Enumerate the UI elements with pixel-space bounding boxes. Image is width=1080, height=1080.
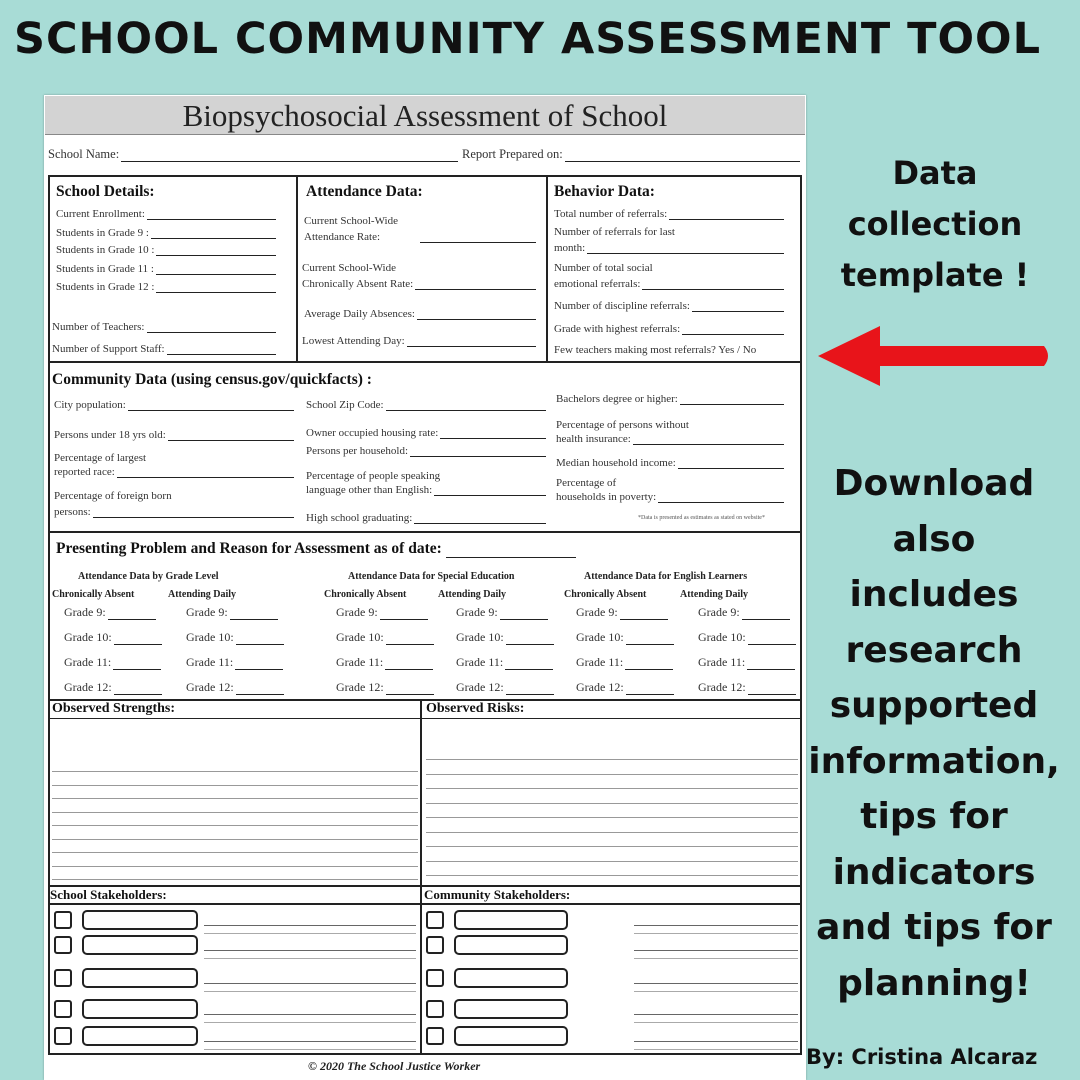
social-emotional-field: emotional referrals: (554, 278, 784, 290)
foreign-born-label: Percentage of foreign born (54, 490, 172, 502)
stakeholder-checkbox[interactable] (54, 1000, 72, 1018)
attendance-group-label: Attendance Data for Special Education (348, 571, 515, 582)
risks-line (426, 788, 798, 789)
grade-row: Grade 10: (698, 630, 796, 645)
strengths-line (52, 839, 418, 840)
chronically-absent-header: Chronically Absent (52, 589, 135, 600)
poverty-label: Percentage of (556, 477, 617, 489)
stakeholder-line (204, 958, 416, 959)
stakeholder-line (204, 1041, 416, 1042)
grade-row: Grade 11: (698, 655, 795, 670)
stakeholder-line (204, 1049, 416, 1050)
risks-line (426, 803, 798, 804)
risks-line (426, 832, 798, 833)
grade-row: Grade 11: (456, 655, 553, 670)
stakeholder-line (204, 1014, 416, 1015)
stakeholder-checkbox[interactable] (426, 1027, 444, 1045)
grade-row: Grade 12: (186, 680, 284, 695)
strengths-line (52, 771, 418, 772)
stakeholder-line (204, 925, 416, 926)
left-arrow-icon (812, 320, 1056, 392)
strengths-box (48, 699, 422, 887)
stakeholder-line (634, 1022, 798, 1023)
stakeholder-name-box[interactable] (454, 968, 568, 988)
stakeholder-line (204, 983, 416, 984)
grade-row: Grade 10: (336, 630, 434, 645)
attendance-heading: Attendance Data: (306, 183, 423, 200)
strengths-line (52, 812, 418, 813)
highest-grade-field: Grade with highest referrals: (554, 323, 784, 335)
risks-heading: Observed Risks: (426, 701, 525, 716)
stakeholder-name-box[interactable] (454, 1026, 568, 1046)
chronic-absent-label: Current School-Wide (302, 262, 396, 274)
strengths-line (52, 825, 418, 826)
risks-line (426, 875, 798, 876)
stakeholder-line (634, 958, 798, 959)
persons-household-field: Persons per household: (306, 445, 546, 457)
risks-line (426, 774, 798, 775)
chronically-absent-header: Chronically Absent (564, 589, 647, 600)
few-teachers-field: Few teachers making most referrals? Yes / No (554, 344, 757, 356)
risks-line (426, 817, 798, 818)
stakeholder-checkbox[interactable] (54, 936, 72, 954)
stakeholder-line (634, 991, 798, 992)
strengths-line (52, 879, 418, 880)
attending-daily-header: Attending Daily (680, 589, 749, 600)
stakeholder-line (634, 1014, 798, 1015)
stakeholder-checkbox[interactable] (426, 936, 444, 954)
grade-row: Grade 10: (576, 630, 674, 645)
school-details-heading: School Details: (56, 183, 155, 200)
stakeholder-line (204, 991, 416, 992)
grade-row: Grade 11: (336, 655, 433, 670)
stakeholder-checkbox[interactable] (426, 969, 444, 987)
sheet-title: Biopsychosocial Assessment of School (45, 96, 805, 135)
bachelors-field: Bachelors degree or higher: (556, 393, 784, 405)
grade10-field: Students in Grade 10 : (56, 244, 276, 256)
grade-row: Grade 11: (576, 655, 673, 670)
grade-row: Grade 11: (64, 655, 161, 670)
grade-row: Grade 12: (456, 680, 554, 695)
risks-box (420, 699, 802, 887)
stakeholder-checkbox[interactable] (54, 911, 72, 929)
strengths-line (52, 866, 418, 867)
stakeholder-checkbox[interactable] (426, 1000, 444, 1018)
stakeholder-name-box[interactable] (454, 999, 568, 1019)
teachers-field: Number of Teachers: (52, 321, 276, 333)
largest-race-field: reported race: (54, 466, 294, 478)
daily-absences-field: Average Daily Absences: (304, 308, 536, 320)
grade-row: Grade 9: (64, 605, 156, 620)
attendance-rate-field: Attendance Rate: (304, 231, 536, 243)
attendance-group-label: Attendance Data for English Learners (584, 571, 748, 582)
grade11-field: Students in Grade 11 : (56, 263, 276, 275)
grade-row: Grade 9: (698, 605, 790, 620)
stakeholder-checkbox[interactable] (54, 1027, 72, 1045)
total-referrals-field: Total number of referrals: (554, 208, 784, 220)
hs-graduating-field: High school graduating: (306, 512, 546, 524)
risks-line (426, 861, 798, 862)
stakeholder-checkbox[interactable] (426, 911, 444, 929)
stakeholder-line (204, 933, 416, 934)
stakeholder-line (634, 925, 798, 926)
foreign-born-field: persons: (54, 506, 294, 518)
stakeholder-checkbox[interactable] (54, 969, 72, 987)
assessment-sheet (44, 95, 806, 1080)
stakeholder-line (634, 983, 798, 984)
stakeholder-name-box[interactable] (82, 999, 198, 1019)
stakeholder-name-box[interactable] (82, 968, 198, 988)
language-label: Percentage of people speaking (306, 470, 441, 482)
download-note: Download also includes research supported information, tips for indicators and tips for planning! (808, 463, 1060, 1004)
grade-row: Grade 12: (64, 680, 162, 695)
grade9-field: Students in Grade 9 : (56, 227, 276, 239)
grade-row: Grade 9: (576, 605, 668, 620)
chronic-absent-field: Chronically Absent Rate: (302, 278, 536, 290)
presenting-heading: Presenting Problem and Reason for Assessment as of date: (56, 540, 646, 558)
stakeholder-name-box[interactable] (82, 1026, 198, 1046)
school-name-field: School Name: (48, 147, 458, 162)
attending-daily-header: Attending Daily (438, 589, 507, 600)
lowest-day-field: Lowest Attending Day: (302, 335, 536, 347)
grade-row: Grade 10: (456, 630, 554, 645)
strengths-heading: Observed Strengths: (52, 701, 176, 716)
data-collection-note: Data collection template ! (840, 154, 1030, 294)
grade-row: Grade 12: (698, 680, 796, 695)
strengths-line (52, 785, 418, 786)
strengths-line (52, 852, 418, 853)
grade-row: Grade 9: (456, 605, 548, 620)
community-stakeholders-heading: Community Stakeholders: (424, 887, 571, 902)
risks-line (426, 759, 798, 760)
stakeholder-line (204, 950, 416, 951)
grade-row: Grade 12: (576, 680, 674, 695)
social-emotional-label: Number of total social (554, 262, 653, 274)
attending-daily-header: Attending Daily (168, 589, 237, 600)
stakeholder-line (204, 1022, 416, 1023)
persons-under-18-field: Persons under 18 yrs old: (54, 429, 294, 441)
headline: SCHOOL COMMUNITY ASSESSMENT TOOL (14, 14, 1041, 64)
grade-row: Grade 12: (336, 680, 434, 695)
largest-race-label: Percentage of largest (54, 452, 147, 464)
report-prepared-field: Report Prepared on: (462, 147, 800, 162)
enrollment-field: Current Enrollment: (56, 208, 276, 220)
stakeholder-line (634, 1049, 798, 1050)
health-insurance-label: Percentage of persons without (556, 419, 689, 431)
strengths-line (52, 798, 418, 799)
grade12-field: Students in Grade 12 : (56, 281, 276, 293)
grade-row: Grade 10: (186, 630, 284, 645)
behavior-heading: Behavior Data: (554, 183, 655, 200)
stakeholder-name-box[interactable] (454, 935, 568, 955)
language-field: language other than English: (306, 484, 546, 496)
grade-row: Grade 9: (336, 605, 428, 620)
byline: By: Cristina Alcaraz (806, 1045, 1038, 1069)
stakeholder-name-box[interactable] (82, 910, 198, 930)
community-heading: Community Data (using census.gov/quickfacts) : (52, 371, 372, 388)
stakeholder-name-box[interactable] (82, 935, 198, 955)
median-income-field: Median household income: (556, 457, 784, 469)
stakeholder-name-box[interactable] (454, 910, 568, 930)
attendance-group-label: Attendance Data by Grade Level (78, 571, 219, 582)
grade-row: Grade 10: (64, 630, 162, 645)
health-insurance-field: health insurance: (556, 433, 784, 445)
city-population-field: City population: (54, 399, 294, 411)
last-month-field: month: (554, 242, 784, 254)
risks-line (426, 846, 798, 847)
owner-occupied-field: Owner occupied housing rate: (306, 427, 546, 439)
discipline-field: Number of discipline referrals: (554, 300, 784, 312)
poverty-field: households in poverty: (556, 491, 784, 503)
stakeholder-line (634, 933, 798, 934)
zip-code-field: School Zip Code: (306, 399, 546, 411)
grade-row: Grade 9: (186, 605, 278, 620)
census-note: *Data is presented as estimates as stated on website* (638, 515, 765, 521)
last-month-label: Number of referrals for last (554, 226, 675, 238)
school-stakeholders-heading: School Stakeholders: (50, 887, 167, 902)
stakeholder-line (634, 950, 798, 951)
support-staff-field: Number of Support Staff: (52, 343, 276, 355)
chronically-absent-header: Chronically Absent (324, 589, 407, 600)
grade-row: Grade 11: (186, 655, 283, 670)
attendance-rate-label: Current School-Wide (304, 215, 398, 227)
stakeholder-line (634, 1041, 798, 1042)
copyright-footer: © 2020 The School Justice Worker (308, 1059, 481, 1073)
